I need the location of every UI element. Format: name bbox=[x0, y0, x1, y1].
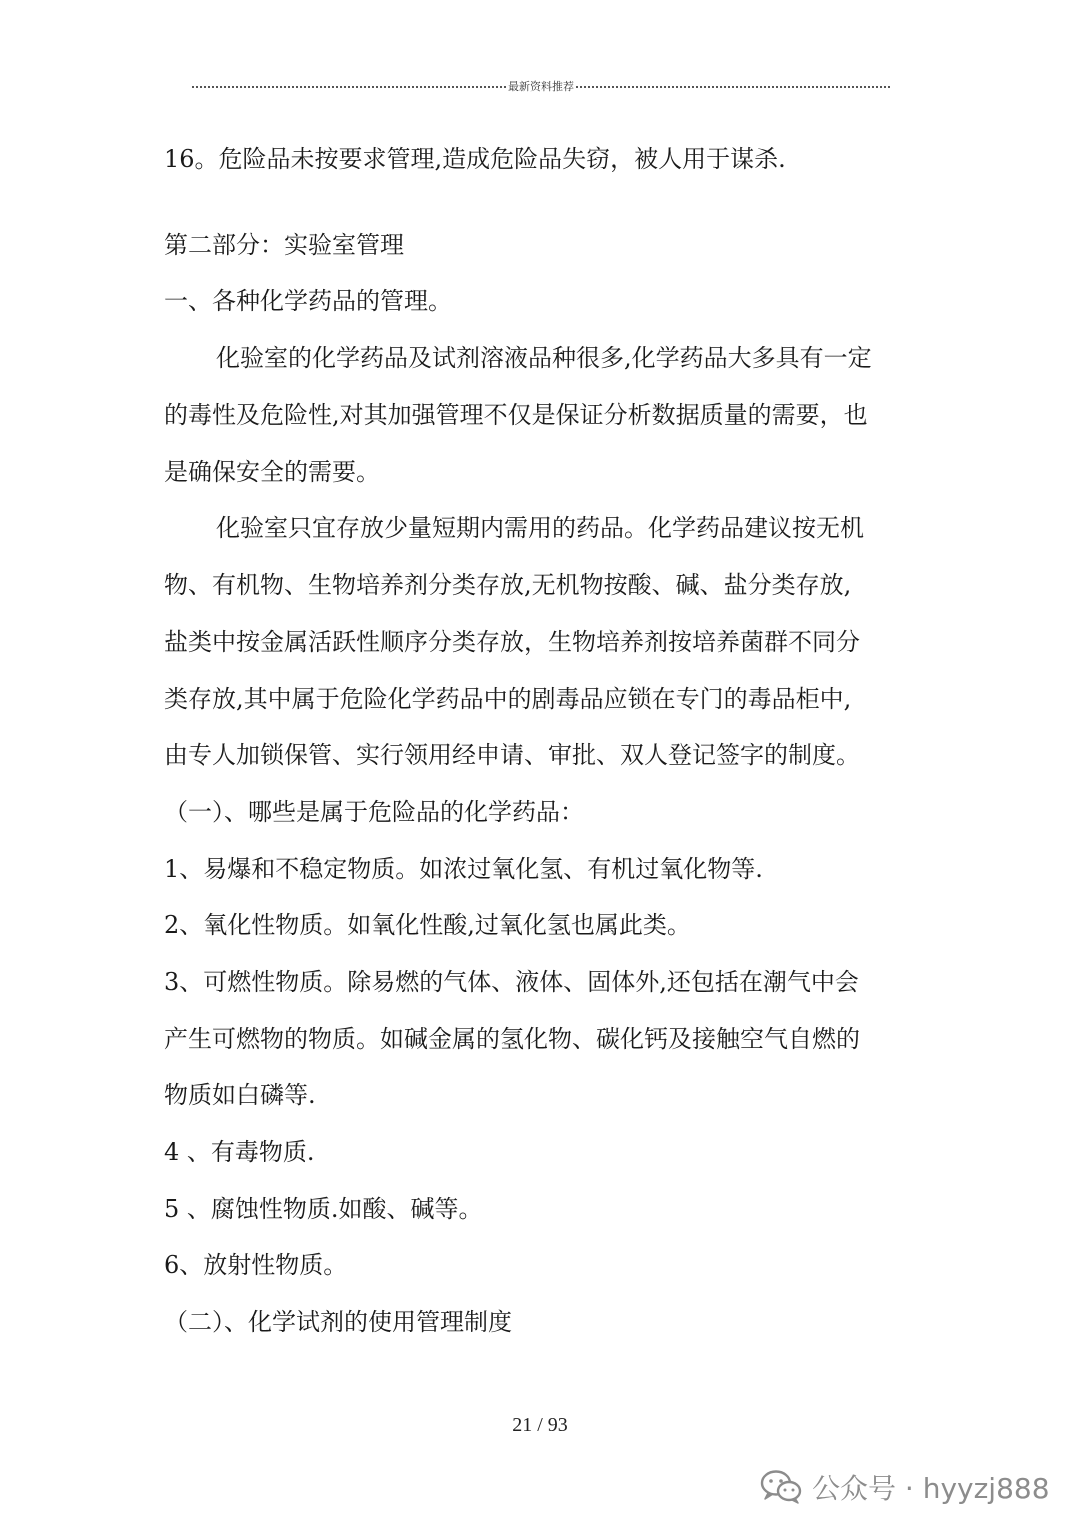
list-item: 3、可燃性物质。除易燃的气体、液体、固体外,还包括在潮气中会 bbox=[164, 968, 859, 996]
wechat-icon bbox=[760, 1469, 802, 1505]
watermark-text: 公众号 · hyyzj888 bbox=[812, 1472, 1050, 1505]
list-item: 1、易爆和不稳定物质。如浓过氧化氢、有机过氧化物等. bbox=[164, 855, 763, 883]
paragraph-line: 化验室只宜存放少量短期内需用的药品。化学药品建议按无机 bbox=[216, 514, 864, 542]
running-header bbox=[192, 76, 890, 96]
paragraph-line: 化验室的化学药品及试剂溶液品种很多,化学药品大多具有一定 bbox=[216, 344, 872, 372]
header-dots-left bbox=[192, 86, 506, 88]
list-item-continued: 物质如白磷等. bbox=[164, 1081, 316, 1109]
paragraph-line: 是确保安全的需要。 bbox=[164, 458, 380, 486]
text-line: 16。危险品未按要求管理,造成危险品失窃，被人用于谋杀. bbox=[164, 145, 786, 173]
list-heading: （一）、哪些是属于危险品的化学药品： bbox=[164, 798, 584, 826]
paragraph-line: 类存放,其中属于危险化学药品中的剧毒品应锁在专门的毒品柜中, bbox=[164, 685, 852, 713]
page-number: 21 / 93 bbox=[512, 1414, 568, 1436]
list-item: 5 、腐蚀性物质.如酸、碱等。 bbox=[164, 1195, 483, 1223]
section-heading: 第二部分：实验室管理 bbox=[164, 231, 404, 259]
header-text: 最新资料推荐 bbox=[508, 80, 574, 93]
list-item-continued: 产生可燃物的物质。如碱金属的氢化物、碳化钙及接触空气自燃的 bbox=[164, 1025, 860, 1053]
paragraph-line: 的毒性及危险性,对其加强管理不仅是保证分析数据质量的需要，也 bbox=[164, 401, 868, 429]
subsection-heading: 一、各种化学药品的管理。 bbox=[164, 287, 452, 315]
paragraph-line: 由专人加锁保管、实行领用经申请、审批、双人登记签字的制度。 bbox=[164, 741, 860, 769]
list-heading: （二）、化学试剂的使用管理制度 bbox=[164, 1308, 512, 1336]
header-dots-right bbox=[576, 86, 890, 88]
list-item: 2、氧化性物质。如氧化性酸,过氧化氢也属此类。 bbox=[164, 911, 691, 939]
paragraph-line: 盐类中按金属活跃性顺序分类存放，生物培养剂按培养菌群不同分 bbox=[164, 628, 860, 656]
watermark bbox=[760, 1464, 1050, 1510]
paragraph-line: 物、有机物、生物培养剂分类存放,无机物按酸、碱、盐分类存放, bbox=[164, 571, 852, 599]
list-item: 4 、有毒物质. bbox=[164, 1138, 315, 1166]
list-item: 6、放射性物质。 bbox=[164, 1251, 348, 1279]
